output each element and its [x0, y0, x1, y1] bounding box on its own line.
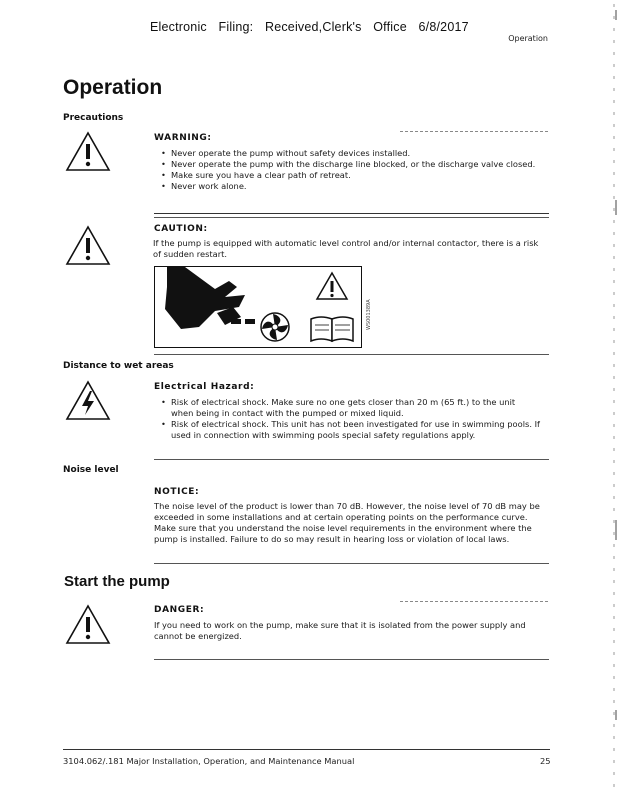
footer-manual-title: 3104.062/.181 Major Installation, Operation, and Maintenance Manual	[63, 756, 355, 766]
precautions-heading: Precautions	[63, 113, 124, 123]
warning-triangle-icon	[65, 130, 111, 172]
warning-label: WARNING:	[154, 133, 212, 143]
filing-stamp: Electronic Filing: Received,Clerk's Office 6/8/2017	[150, 20, 469, 34]
caution-text: If the pump is equipped with automatic level control and/or internal contactor, there is a risk of sudden restart.	[153, 238, 539, 259]
warning-item: • Never operate the pump with the discharge line blocked, or the discharge valve closed.	[155, 159, 545, 170]
start-heading: Start the pump	[64, 573, 170, 590]
running-header: Operation	[508, 34, 548, 43]
figure-code: WS001389A	[366, 299, 372, 330]
danger-text: If you need to work on the pump, make sure that it is isolated from the power supply and cannot be energized.	[154, 620, 526, 641]
notice-label: NOTICE:	[154, 487, 200, 497]
restart-warning-pictogram	[154, 266, 362, 348]
warning-item: • Never work alone.	[155, 181, 545, 192]
distance-heading: Distance to wet areas	[63, 361, 174, 371]
hazard-item: • Risk of electrical shock. This unit has not been investigated for use in swimming pools. If used in connection with swimming pools special safety regulations apply.	[155, 419, 540, 441]
warning-list	[155, 148, 545, 192]
electrical-hazard-list	[155, 397, 540, 441]
electrical-hazard-icon	[65, 379, 111, 421]
page-title: Operation	[63, 76, 163, 99]
restart-hazard-illustration	[155, 267, 361, 347]
warning-item: • Never operate the pump without safety devices installed.	[155, 148, 545, 159]
caution-triangle-icon	[65, 224, 111, 266]
noise-heading: Noise level	[63, 465, 119, 475]
warning-item: • Make sure you have a clear path of retreat.	[155, 170, 545, 181]
electrical-hazard-label: Electrical Hazard:	[154, 382, 255, 392]
page-number: 25	[540, 756, 551, 766]
caution-label: CAUTION:	[154, 224, 208, 234]
danger-label: DANGER:	[154, 605, 205, 615]
hazard-item: • Risk of electrical shock. Make sure no one gets closer than 20 m (65 ft.) to the unit when being in contact with the pumped or mixed liquid.	[155, 397, 540, 419]
notice-text: The noise level of the product is lower than 70 dB. However, the noise level of 70 dB may be exceeded in some installations and at certain operating points on the performance curve. Make sure that you understand the noise level requirements in the environment where the pump is installed. Failure to do so may result in hearing loss or violation of local laws.	[154, 501, 540, 544]
scan-edge-marks	[606, 0, 618, 800]
danger-triangle-icon	[65, 603, 111, 645]
